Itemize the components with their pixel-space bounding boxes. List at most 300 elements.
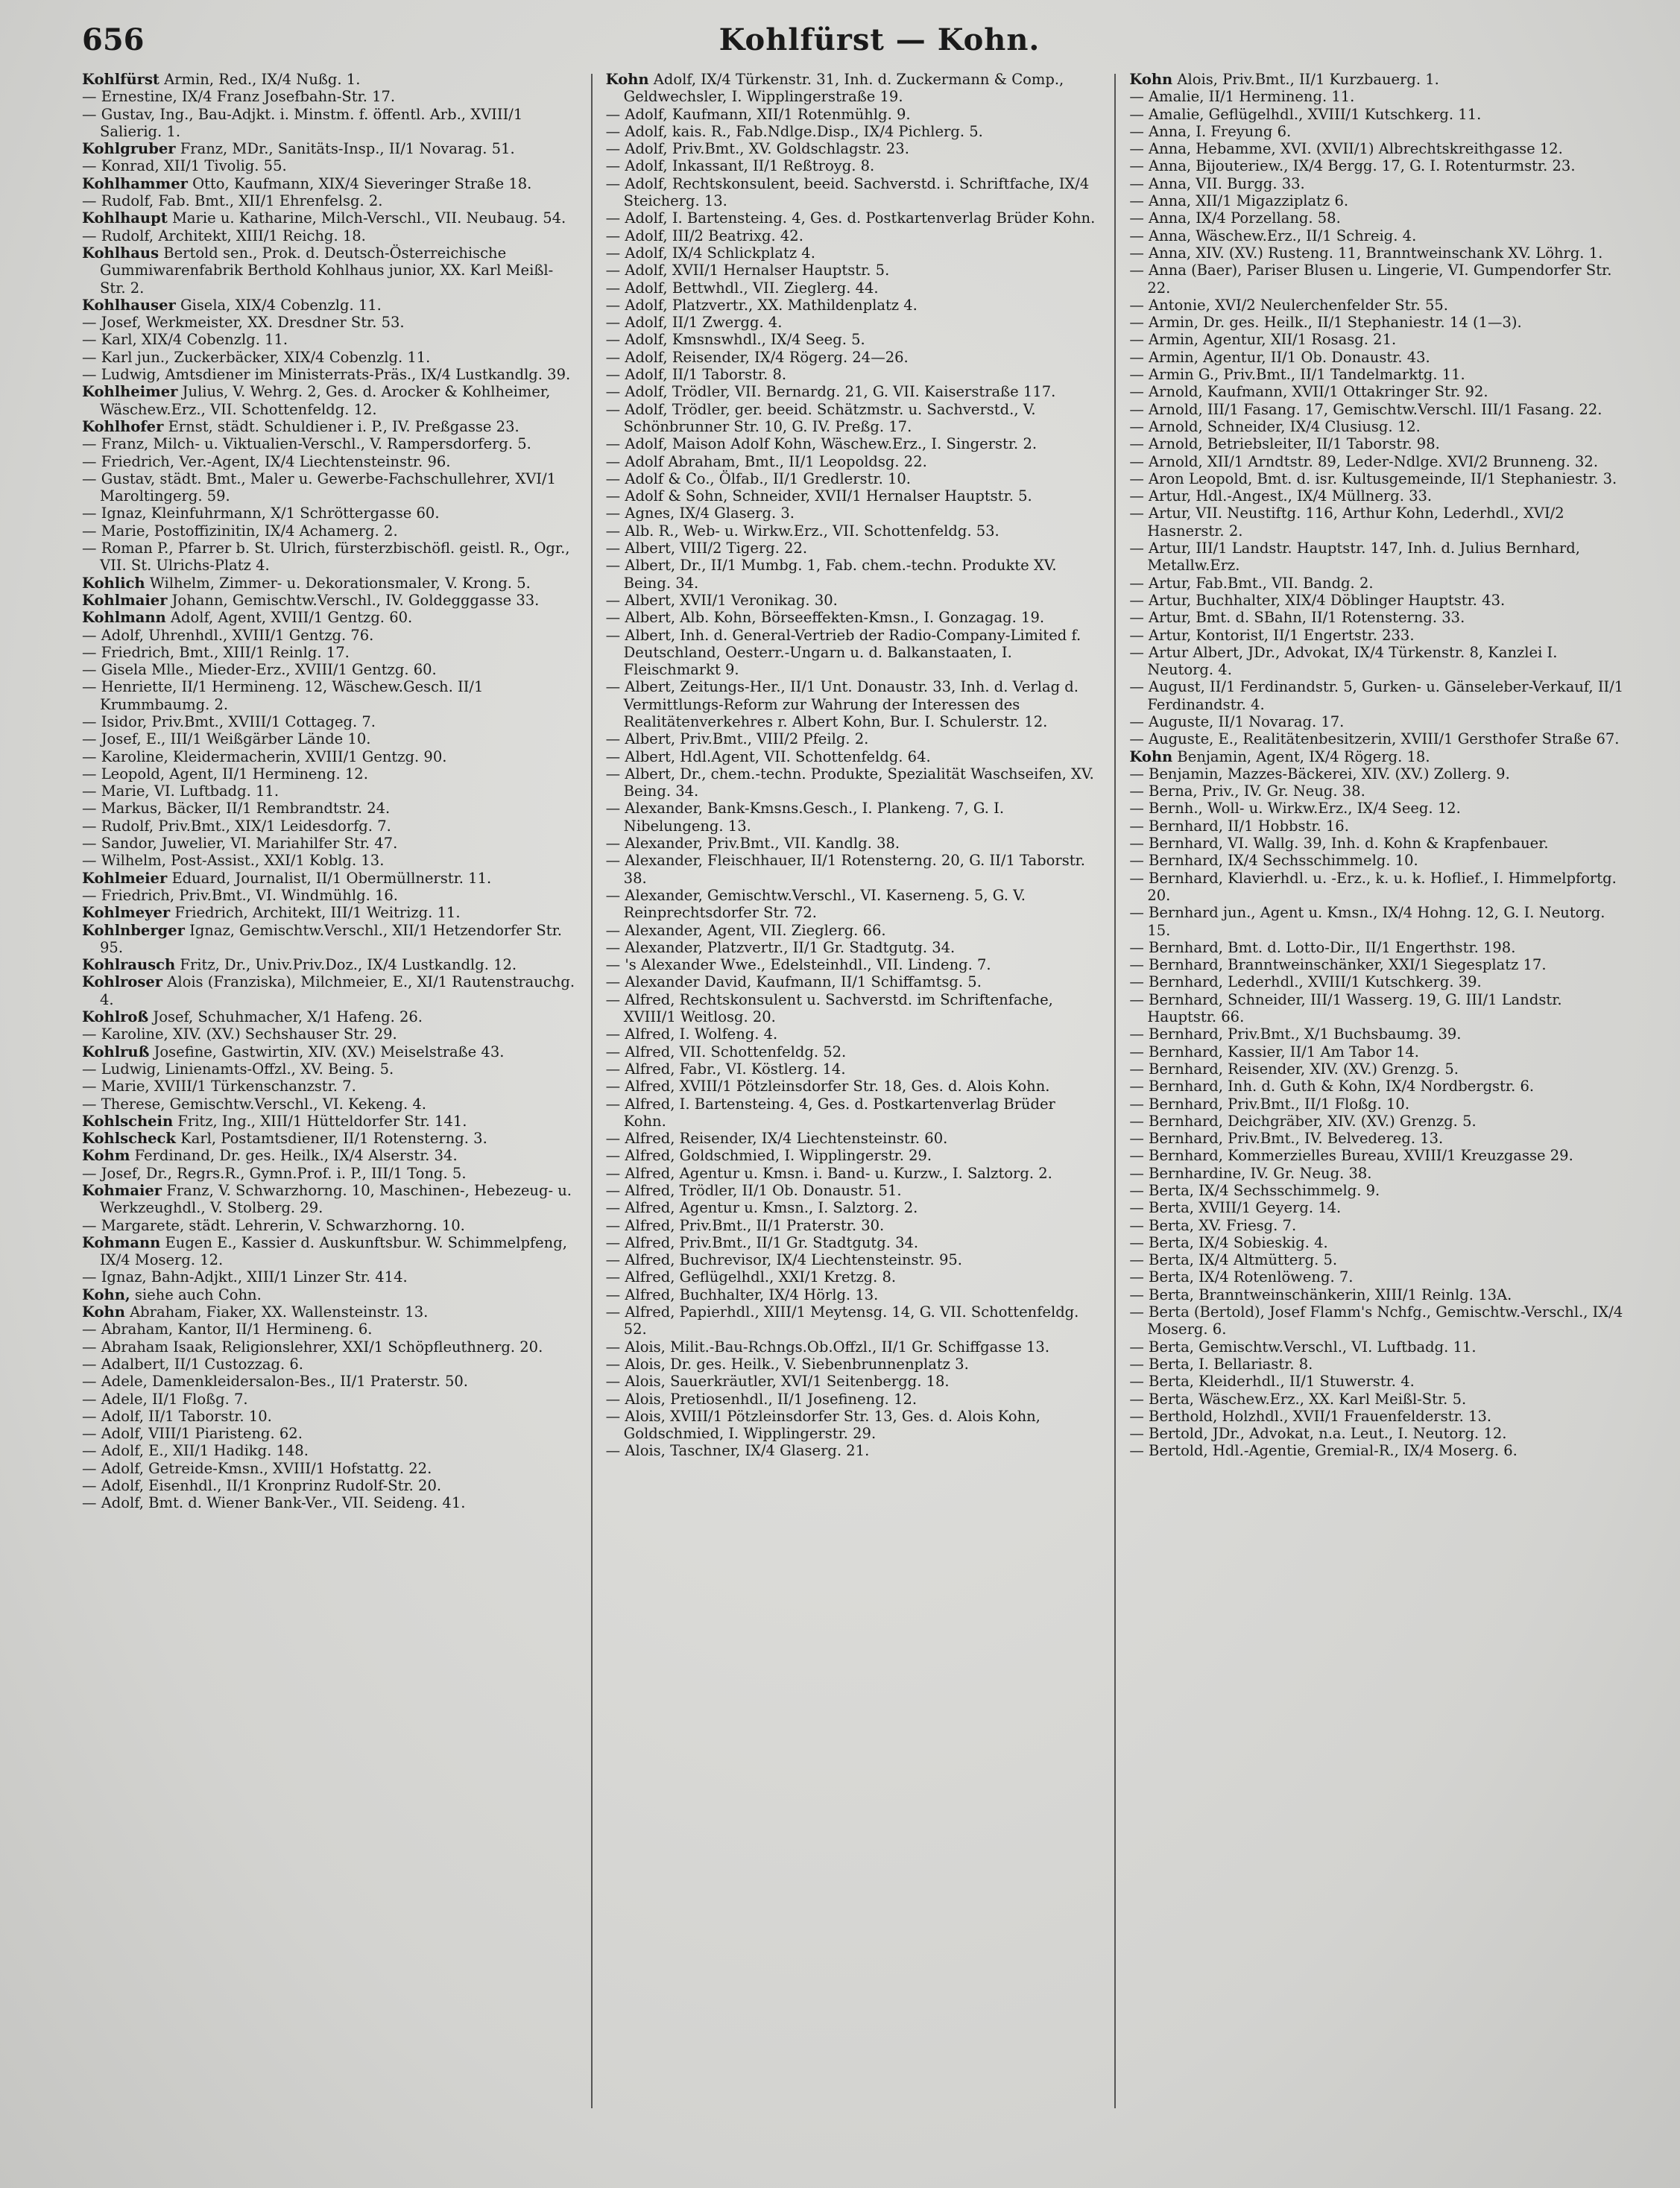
directory-entry: [606, 852, 1102, 887]
entry-text: — Bernhard, Kassier, II/1 Am Tabor 14.: [1129, 1043, 1419, 1060]
entry-text: — Bernhard, Schneider, III/1 Wasserg. 19, G. III/1 Landstr. Hauptstr. 66.: [1129, 990, 1562, 1026]
entry-surname: Kohlscheck: [82, 1130, 176, 1148]
entry-text: — Albert, Dr., II/1 Mumbg. 1, Fab. chem.-techn. Produkte XV. Being. 34.: [605, 557, 1057, 592]
entry-text: — Albert, Zeitungs-Her., II/1 Unt. Donaustr. 33, Inh. d. Verlag d. Vermittlungs-Reform zur Wahrung der Interessen des Realitätenverkehres r. Albert Kohn, Bur. I. Schulerstr. 12.: [605, 678, 1079, 730]
column-divider: [591, 74, 593, 2108]
entry-text: — Aron Leopold, Bmt. d. isr. Kultusgemeinde, II/1 Stephaniestr. 3.: [1129, 469, 1617, 487]
entry-text: — Berta, Branntweinschänkerin, XIII/1 Reinlg. 13A.: [1129, 1286, 1512, 1303]
entry-text: — Anna, Hebamme, XVI. (XVII/1) Albrechtskreithgasse 12.: [1129, 140, 1563, 158]
directory-entry: [82, 505, 578, 522]
entry-text: — Berna, Priv., IV. Gr. Neug. 38.: [1129, 782, 1365, 800]
entry-surname: Kohlmeier: [82, 869, 168, 887]
entry-text: — Rudolf, Priv.Bmt., XIX/1 Leidesdorfg. 7.: [82, 817, 391, 835]
entry-text: — Berta, IX/4 Sechsschimmelg. 9.: [1129, 1182, 1380, 1199]
directory-entry: [82, 1078, 578, 1095]
entry-text: — Adolf Abraham, Bmt., II/1 Leopoldsg. 22.: [605, 452, 927, 470]
directory-entry: [82, 540, 578, 575]
entry-surname: Kohlruß: [82, 1043, 150, 1060]
directory-entry: [82, 678, 578, 713]
entry-text: Fritz, Dr., Univ.Priv.Doz., IX/4 Lustkandlg. 12.: [175, 956, 517, 974]
directory-entry: [82, 470, 578, 505]
directory-entry: [82, 349, 578, 366]
entry-surname: Kohn: [82, 1303, 125, 1321]
entry-text: Abraham, Fiaker, XX. Wallensteinstr. 13.: [124, 1303, 429, 1321]
directory-entry: [82, 331, 578, 348]
entry-text: — Marie, Postoffizinitin, IX/4 Achamerg. 2.: [82, 522, 398, 540]
entry-text: — Alfred, Reisender, IX/4 Liechtensteinstr. 60.: [605, 1130, 948, 1148]
entry-text: — Anna (Baer), Pariser Blusen u. Lingerie, VI. Gumpendorfer Str. 22.: [1129, 262, 1612, 297]
entry-text: Karl, Postamtsdiener, II/1 Rotensterng. 3.: [175, 1130, 487, 1148]
directory-entry: [1129, 991, 1625, 1026]
directory-entry: [1129, 71, 1625, 88]
directory-entry: [82, 209, 578, 227]
entry-text: — Adolf, Rechtskonsulent, beeid. Sachverstd. i. Schriftfache, IX/4 Steicherg. 13.: [605, 174, 1090, 210]
directory-entry: [82, 1147, 578, 1164]
entry-text: — Alexander, Fleischhauer, II/1 Rotensterng. 20, G. II/1 Taborstr. 38.: [605, 852, 1085, 887]
entry-text: — Artur Albert, JDr., Advokat, IX/4 Türkenstr. 8, Kanzlei I. Neutorg. 4.: [1129, 643, 1558, 679]
directory-entry: [1129, 1043, 1625, 1060]
directory-entry: [1129, 644, 1625, 679]
entry-text: — Artur, Fab.Bmt., VII. Bandg. 2.: [1129, 574, 1374, 592]
directory-entry: [1129, 713, 1625, 730]
directory-entry: [606, 297, 1102, 314]
directory-entry: [606, 1182, 1102, 1199]
directory-entry: [82, 1338, 578, 1356]
directory-entry: [606, 227, 1102, 244]
page-number: 656: [82, 22, 145, 57]
entry-text: — Alfred, Geflügelhdl., XXI/1 Kretzg. 8.: [605, 1268, 897, 1286]
entry-text: — Adalbert, II/1 Custozzag. 6.: [82, 1355, 304, 1373]
directory-entry: [606, 1356, 1102, 1373]
page-header: [82, 22, 1677, 63]
directory-entry: [606, 1391, 1102, 1408]
directory-entry: [606, 123, 1102, 140]
entry-text: — Adolf, Reisender, IX/4 Rögerg. 24—26.: [605, 348, 909, 366]
directory-entry: [82, 1477, 578, 1494]
entry-text: — Alfred, Agentur u. Kmsn., I. Salztorg. 2.: [605, 1199, 918, 1217]
entry-text: — Berta, XV. Friesg. 7.: [1129, 1216, 1297, 1234]
directory-entry: [1129, 1251, 1625, 1268]
directory-entry: [606, 175, 1102, 210]
entry-text: — Bertold, JDr., Advokat, n.a. Leut., I. Neutorg. 12.: [1129, 1425, 1507, 1443]
entry-text: — Ludwig, Linienamts-Offzl., XV. Being. 5.: [82, 1060, 394, 1078]
directory-entry: [606, 887, 1102, 922]
directory-entry: [82, 730, 578, 747]
directory-entry: [82, 418, 578, 435]
directory-entry: [1129, 453, 1625, 470]
entry-surname: Kohlhauser: [82, 296, 176, 314]
directory-entry: [82, 748, 578, 765]
entry-text: Otto, Kaufmann, XIX/4 Sieveringer Straße 18.: [187, 174, 532, 192]
directory-entry: [82, 366, 578, 383]
directory-entry: [1129, 1130, 1625, 1147]
entry-text: Adolf, Agent, XVIII/1 Gentzg. 60.: [165, 609, 413, 627]
entry-text: — Bernhard, Priv.Bmt., X/1 Buchsbaumg. 39.: [1129, 1025, 1462, 1043]
entry-text: — Friedrich, Ver.-Agent, IX/4 Liechtensteinstr. 96.: [82, 452, 451, 470]
entry-text: — Albert, Alb. Kohn, Börseeffekten-Kmsn., I. Gonzagag. 19.: [605, 609, 1045, 627]
directory-entry: [82, 1268, 578, 1286]
entry-text: — Artur, Hdl.-Angest., IX/4 Müllnerg. 33.: [1129, 487, 1433, 505]
directory-entry: [606, 1408, 1102, 1443]
entry-text: — Berta, Wäschew.Erz., XX. Karl Meißl-Str. 5.: [1129, 1390, 1467, 1408]
directory-entry: [1129, 88, 1625, 105]
entry-text: — Roman P., Pfarrer b. St. Ulrich, fürsterzbischöfl. geistl. R., Ogr., VII. St. Ulrichs-Platz 4.: [82, 540, 570, 575]
directory-entry: [82, 592, 578, 609]
entry-text: Johann, Gemischtw.Verschl., IV. Goldegggasse 33.: [167, 591, 540, 609]
page-title: Kohlfürst — Kohn.: [719, 22, 1040, 57]
directory-entry: [82, 192, 578, 209]
entry-text: — Armin, Dr. ges. Heilk., II/1 Stephaniestr. 14 (1—3).: [1129, 314, 1522, 332]
entry-text: — Isidor, Priv.Bmt., XVIII/1 Cottageg. 7.: [82, 712, 376, 730]
directory-entry: [606, 1025, 1102, 1043]
directory-entry: [82, 1408, 578, 1425]
directory-entry: [1129, 487, 1625, 505]
entry-text: — Alfred, XVIII/1 Pötzleinsdorfer Str. 18, Ges. d. Alois Kohn.: [605, 1078, 1050, 1095]
directory-entry: [606, 956, 1102, 973]
directory-entry: [606, 540, 1102, 557]
entry-text: — Alois, Sauerkräutler, XVI/1 Seitenbergg. 18.: [605, 1373, 950, 1391]
directory-entry: [1129, 418, 1625, 435]
directory-entry: [82, 1391, 578, 1408]
entry-surname: Kohn: [1129, 747, 1173, 765]
directory-entry: [82, 1234, 578, 1269]
entry-surname: Kohlroß: [82, 1008, 149, 1026]
entry-text: — Henriette, II/1 Hermineng. 12, Wäschew.Gesch. II/1 Krummbaumg. 2.: [82, 678, 484, 713]
entry-surname: Kohn: [605, 71, 649, 88]
directory-entry: [606, 1217, 1102, 1234]
directory-entry: [1129, 609, 1625, 626]
entry-text: — Adolf, I. Bartensteing. 4, Ges. d. Postkartenverlag Brüder Kohn.: [605, 209, 1096, 227]
directory-entry: [82, 835, 578, 852]
entry-surname: Kohn: [1129, 71, 1173, 88]
directory-entry: [82, 244, 578, 297]
directory-entry: [1129, 123, 1625, 140]
directory-entry: [1129, 244, 1625, 262]
entry-text: — Alfred, VII. Schottenfeldg. 52.: [605, 1043, 847, 1060]
directory-entry: [606, 1251, 1102, 1268]
directory-entry: [606, 973, 1102, 990]
entry-text: — Artur, Bmt. d. SBahn, II/1 Rotensterng. 33.: [1129, 609, 1465, 627]
directory-entry: [1129, 1303, 1625, 1338]
entry-surname: Kohlhaus: [82, 244, 160, 262]
directory-entry: [82, 609, 578, 626]
entry-text: — Anna, IX/4 Porzellang. 58.: [1129, 209, 1341, 227]
entry-text: — Adolf, Trödler, ger. beeid. Schätzmstr. u. Sachverstd., V. Schönbrunner Str. 10, G. IV. Preßg. 17.: [605, 400, 1036, 435]
entry-text: — Alois, XVIII/1 Pötzleinsdorfer Str. 13, Ges. d. Alois Kohn, Goldschmied, I. Wipplingerstr. 29.: [605, 1407, 1040, 1443]
entry-text: — Margarete, städt. Lehrerin, V. Schwarzhorng. 10.: [82, 1216, 465, 1234]
entry-text: — Amalie, Geflügelhdl., XVIII/1 Kutschkerg. 11.: [1129, 105, 1482, 123]
directory-entry: [82, 644, 578, 661]
directory-entry: [1129, 904, 1625, 939]
directory-entry: [1129, 575, 1625, 592]
entry-text: — Bernh., Woll- u. Wirkw.Erz., IX/4 Seeg. 12.: [1129, 800, 1461, 818]
directory-entry: [82, 1130, 578, 1147]
entry-text: — Arnold, Betriebsleiter, II/1 Taborstr. 98.: [1129, 435, 1440, 453]
entry-text: Fritz, Ing., XIII/1 Hütteldorfer Str. 141.: [173, 1112, 467, 1130]
entry-text: — Adolf, Bettwhdl., VII. Zieglerg. 44.: [605, 279, 879, 297]
directory-entry: [606, 1043, 1102, 1060]
directory-entry: [606, 1095, 1102, 1131]
entry-text: — Anna, Wäschew.Erz., II/1 Schreig. 4.: [1129, 227, 1417, 244]
entry-text: — Artur, VII. Neustiftg. 116, Arthur Kohn, Lederhdl., XVI/2 Hasnerstr. 2.: [1129, 505, 1564, 540]
directory-entry: [1129, 1286, 1625, 1303]
directory-entry: [606, 401, 1102, 436]
entry-text: — Agnes, IX/4 Glaserg. 3.: [605, 505, 795, 522]
entry-text: — Arnold, Kaufmann, XVII/1 Ottakringer Str. 92.: [1129, 383, 1488, 401]
directory-entry: [606, 314, 1102, 331]
entry-text: — Alfred, Goldschmied, I. Wipplingerstr. 29.: [605, 1147, 932, 1165]
directory-entry: [1129, 297, 1625, 314]
entry-text: — Arnold, XII/1 Arndtstr. 89, Leder-Ndlge. XVI/2 Brunneng. 32.: [1129, 452, 1599, 470]
entry-surname: Kohlmann: [82, 609, 166, 627]
entry-surname: Kohlroser: [82, 973, 163, 991]
entry-text: Adolf, IX/4 Türkenstr. 31, Inh. d. Zuckermann & Comp., Geldwechsler, I. Wipplingerstraße 19.: [623, 71, 1064, 106]
entry-text: — Adolf, VIII/1 Piaristeng. 62.: [82, 1425, 303, 1443]
directory-entry: [82, 1494, 578, 1511]
directory-entry: [82, 1442, 578, 1459]
entry-text: — Bernhard, VI. Wallg. 39, Inh. d. Kohn & Krapfenbauer.: [1129, 835, 1549, 853]
entry-text: — Alfred, Rechtskonsulent u. Sachverstd. im Schriftenfache, XVIII/1 Weitlosg. 20.: [605, 990, 1053, 1026]
directory-entry: [82, 1373, 578, 1390]
directory-entry: [606, 1338, 1102, 1356]
directory-entry: [82, 575, 578, 592]
entry-text: — Leopold, Agent, II/1 Hermineng. 12.: [82, 765, 368, 782]
directory-entry: [606, 1373, 1102, 1390]
entry-text: — Artur, Buchhalter, XIX/4 Döblinger Hauptstr. 43.: [1129, 591, 1506, 609]
directory-entry: [1129, 939, 1625, 956]
directory-entry: [1129, 1060, 1625, 1078]
entry-text: Eugen E., Kassier d. Auskunftsbur. W. Schimmelpfeng, IX/4 Moserg. 12.: [100, 1233, 567, 1269]
directory-entry: [606, 106, 1102, 123]
entry-text: — Alfred, Buchhalter, IX/4 Hörlg. 13.: [605, 1286, 879, 1303]
directory-entry: [606, 1303, 1102, 1338]
directory-entry: [606, 939, 1102, 956]
directory-entry: [1129, 470, 1625, 487]
entry-surname: Kohlhofer: [82, 417, 164, 435]
entry-text: Benjamin, Agent, IX/4 Rögerg. 18.: [1172, 747, 1430, 765]
entry-text: — 's Alexander Wwe., Edelsteinhdl., VII. Lindeng. 7.: [605, 956, 991, 974]
entry-text: — Berta, XVIII/1 Geyerg. 14.: [1129, 1199, 1342, 1217]
entry-surname: Kohlmeyer: [82, 904, 171, 922]
entry-text: — Alfred, Papierhdl., XIII/1 Meytensg. 14, G. VII. Schottenfeldg. 52.: [605, 1303, 1079, 1338]
entry-surname: Kohlrausch: [82, 956, 176, 974]
entry-text: — Armin G., Priv.Bmt., II/1 Tandelmarktg. 11.: [1129, 366, 1465, 384]
directory-entry: [606, 592, 1102, 609]
directory-entry: [82, 1043, 578, 1060]
entry-text: — Alois, Dr. ges. Heilk., V. Siebenbrunnenplatz 3.: [605, 1355, 969, 1373]
directory-entry: [1129, 1165, 1625, 1182]
entry-text: — Amalie, II/1 Hermineng. 11.: [1129, 88, 1355, 106]
entry-text: — Adolf, Kaufmann, XII/1 Rotenmühlg. 9.: [605, 105, 911, 123]
directory-entry: [606, 366, 1102, 383]
entry-text: — Anna, XIV. (XV.) Rusteng. 11, Branntweinschank XV. Löhrg. 1.: [1129, 244, 1603, 262]
directory-entry: [82, 435, 578, 452]
directory-entry: [82, 1217, 578, 1234]
directory-entry: [606, 487, 1102, 505]
directory-entry: [606, 1286, 1102, 1303]
entry-text: — Berthold, Holzhdl., XVII/1 Frauenfelderstr. 13.: [1129, 1407, 1492, 1425]
entry-text: siehe auch Cohn.: [130, 1286, 262, 1303]
entry-surname: Kohlhaupt: [82, 209, 168, 227]
entry-surname: Kohlhammer: [82, 174, 188, 192]
directory-entry: [82, 1060, 578, 1078]
entry-text: — Anna, I. Freyung 6.: [1129, 122, 1292, 140]
directory-entry: [82, 887, 578, 904]
entry-text: — Alfred, Priv.Bmt., II/1 Praterstr. 30.: [605, 1216, 885, 1234]
directory-entry: [1129, 1408, 1625, 1425]
entry-text: — Adolf, E., XII/1 Hadikg. 148.: [82, 1442, 309, 1460]
directory-entry: [606, 730, 1102, 747]
entry-text: Alois, Priv.Bmt., II/1 Kurzbauerg. 1.: [1172, 71, 1439, 88]
directory-entry: [82, 1303, 578, 1321]
directory-entry: [1129, 870, 1625, 905]
directory-entry: [606, 1165, 1102, 1182]
entry-text: — Alfred, Buchrevisor, IX/4 Liechtensteinstr. 95.: [605, 1251, 962, 1269]
directory-entry: [82, 1321, 578, 1338]
directory-entry: [606, 1442, 1102, 1459]
entry-text: — Alfred, Trödler, II/1 Ob. Donaustr. 51.: [605, 1182, 902, 1199]
directory-entry: [82, 713, 578, 730]
entry-surname: Kohmann: [82, 1233, 161, 1251]
entry-text: — Auguste, E., Realitätenbesitzerin, XVIII/1 Gersthofer Straße 67.: [1129, 730, 1620, 748]
entry-text: — Berta, IX/4 Rotenlöweng. 7.: [1129, 1268, 1354, 1286]
directory-entry: [82, 1286, 578, 1303]
directory-entry: [82, 297, 578, 314]
directory-entry: [606, 765, 1102, 800]
entry-text: — Franz, Milch- u. Viktualien-Verschl., V. Rampersdorferg. 5.: [82, 435, 531, 453]
directory-entry: [82, 1356, 578, 1373]
directory-entry: [1129, 435, 1625, 452]
directory-entry: [82, 973, 578, 1008]
entry-text: — Bernhard, Bmt. d. Lotto-Dir., II/1 Engerthstr. 198.: [1129, 938, 1516, 956]
entry-text: — Wilhelm, Post-Assist., XXI/1 Koblg. 13.: [82, 852, 385, 870]
directory-entry: [82, 1025, 578, 1043]
entry-text: — Bernhard, Klavierhdl. u. -Erz., k. u. k. Hoflief., I. Himmelpfortg. 20.: [1129, 869, 1617, 904]
entry-text: — Alb. R., Web- u. Wirkw.Erz., VII. Schottenfeldg. 53.: [605, 522, 1000, 540]
directory-entry: [82, 88, 578, 105]
entry-text: — Adolf, Kmsnswhdl., IX/4 Seeg. 5.: [605, 331, 865, 349]
directory-entry: [606, 609, 1102, 626]
entry-text: — Karoline, XIV. (XV.) Sechshauser Str. 29.: [82, 1025, 397, 1043]
entry-text: — Alfred, Priv.Bmt., II/1 Gr. Stadtgutg. 34.: [605, 1233, 919, 1251]
entry-text: Bertold sen., Prok. d. Deutsch-Österreichische Gummiwarenfabrik Berthold Kohlhaus junior, XX. Karl Meißl-Str. 2.: [100, 244, 554, 297]
entry-text: — Berta, IX/4 Altmütterg. 5.: [1129, 1251, 1338, 1269]
entry-text: — Sandor, Juwelier, VI. Mariahilfer Str. 47.: [82, 835, 398, 853]
entry-text: — Friedrich, Bmt., XIII/1 Reinlg. 17.: [82, 643, 350, 661]
entry-text: — Karoline, Kleidermacherin, XVIII/1 Gentzg. 90.: [82, 747, 447, 765]
directory-entry: [606, 262, 1102, 279]
entry-text: — Gisela Mlle., Mieder-Erz., XVIII/1 Gentzg. 60.: [82, 661, 437, 679]
entry-text: — Arnold, III/1 Fasang. 17, Gemischtw.Verschl. III/1 Fasang. 22.: [1129, 400, 1602, 418]
directory-entry: [82, 106, 578, 141]
directory-entry: [606, 800, 1102, 835]
entry-text: — Berta, Kleiderhdl., II/1 Stuwerstr. 4.: [1129, 1373, 1415, 1391]
entry-text: — Arnold, Schneider, IX/4 Clusiusg. 12.: [1129, 417, 1421, 435]
directory-entry: [82, 227, 578, 244]
entry-text: — Albert, XVII/1 Veronikag. 30.: [605, 591, 838, 609]
directory-entry: [1129, 349, 1625, 366]
directory-entry: [606, 1268, 1102, 1286]
entry-text: — Anna, Bijouteriew., IX/4 Bergg. 17, G. I. Rotenturmstr. 23.: [1129, 157, 1576, 175]
entry-text: Wilhelm, Zimmer- u. Dekorationsmaler, V. Krong. 5.: [145, 574, 531, 592]
entry-text: — Albert, Hdl.Agent, VII. Schottenfeldg. 64.: [605, 747, 931, 765]
directory-entry: [1129, 1373, 1625, 1390]
entry-text: — Karl jun., Zuckerbäcker, XIX/4 Cobenzlg. 11.: [82, 348, 431, 366]
directory-entry: [1129, 157, 1625, 174]
directory-entry: [1129, 1095, 1625, 1113]
entry-text: — Adolf, II/1 Taborstr. 8.: [605, 366, 787, 384]
directory-entry: [1129, 140, 1625, 157]
directory-entry: [1129, 227, 1625, 244]
entry-text: — Bernhard, Deichgräber, XIV. (XV.) Grenzg. 5.: [1129, 1112, 1477, 1130]
entry-text: — Alexander, Agent, VII. Zieglerg. 66.: [605, 921, 886, 939]
entry-text: — Alexander, Bank-Kmsns.Gesch., I. Plankeng. 7, G. I. Nibelungeng. 13.: [605, 800, 1005, 835]
entry-text: Ernst, städt. Schuldiener i. P., IV. Preßgasse 23.: [163, 417, 520, 435]
entry-text: — Anna, XII/1 Migazziplatz 6.: [1129, 192, 1349, 210]
entry-text: — Adolf, Getreide-Kmsn., XVIII/1 Hofstattg. 22.: [82, 1459, 432, 1477]
entry-text: — Josef, Dr., Regrs.R., Gymn.Prof. i. P., III/1 Tong. 5.: [82, 1164, 467, 1182]
entry-text: — Adolf, Trödler, VII. Bernardg. 21, G. VII. Kaiserstraße 117.: [605, 383, 1056, 401]
directory-entry: [1129, 748, 1625, 765]
directory-entry: [606, 835, 1102, 852]
directory-entry: [1129, 1356, 1625, 1373]
entry-text: — Ignaz, Kleinfuhrmann, X/1 Schröttergasse 60.: [82, 505, 440, 522]
directory-entry: [1129, 818, 1625, 835]
directory-entry: [1129, 1442, 1625, 1459]
entry-text: Gisela, XIX/4 Cobenzlg. 11.: [175, 296, 382, 314]
directory-entry: [606, 331, 1102, 348]
directory-entry: [1129, 852, 1625, 869]
entry-text: — Rudolf, Fab. Bmt., XII/1 Ehrenfelsg. 2.: [82, 192, 383, 210]
directory-entry: [1129, 1025, 1625, 1043]
directory-entry: [606, 1147, 1102, 1164]
directory-entry: [82, 904, 578, 921]
entry-text: — Alexander, Platzvertr., II/1 Gr. Stadtgutg. 34.: [605, 938, 956, 956]
entry-text: Julius, V. Wehrg. 2, Ges. d. Arocker & Kohlheimer, Wäschew.Erz., VII. Schottenfeldg. 12.: [100, 383, 551, 418]
directory-entry: [1129, 1268, 1625, 1286]
entry-text: Friedrich, Architekt, III/1 Weitrizg. 11.: [170, 904, 461, 922]
directory-entry: [1129, 505, 1625, 540]
directory-entry: [1129, 956, 1625, 973]
directory-entry: [606, 522, 1102, 540]
entry-text: — Bernhard, IX/4 Sechsschimmelg. 10.: [1129, 852, 1418, 870]
directory-entry: [606, 922, 1102, 939]
directory-entry: [82, 1182, 578, 1217]
directory-entry: [82, 522, 578, 540]
entry-text: — Josef, Werkmeister, XX. Dresdner Str. 53.: [82, 314, 405, 332]
entry-text: — Bernhard, Lederhdl., XVIII/1 Kutschkerg. 39.: [1129, 973, 1482, 991]
directory-entry: [82, 922, 578, 957]
entry-surname: Kohn,: [82, 1286, 130, 1303]
directory-entry: [1129, 1338, 1625, 1356]
entry-text: — Berta, Gemischtw.Verschl., VI. Luftbadg. 11.: [1129, 1338, 1477, 1356]
entry-text: — Auguste, II/1 Novarag. 17.: [1129, 712, 1345, 730]
directory-entry: [606, 140, 1102, 157]
entry-text: — Marie, VI. Luftbadg. 11.: [82, 782, 280, 800]
entry-surname: Kohmaier: [82, 1182, 162, 1199]
directory-entry: [606, 279, 1102, 297]
directory-entry: [1129, 383, 1625, 400]
entry-text: Marie u. Katharine, Milch-Verschl., VII. Neubaug. 54.: [167, 209, 566, 227]
directory-entry: [82, 314, 578, 331]
directory-entry: [606, 1130, 1102, 1147]
directory-entry: [606, 435, 1102, 452]
entry-text: — Alexander David, Kaufmann, II/1 Schiffamtsg. 5.: [605, 973, 982, 991]
entry-surname: Kohlmaier: [82, 591, 168, 609]
entry-text: — Albert, Inh. d. General-Vertrieb der Radio-Company-Limited f. Deutschland, Oesterr.-Ungarn u. d. Balkanstaaten, I. Fleischmarkt 9.: [605, 626, 1081, 679]
entry-surname: Kohlich: [82, 574, 145, 592]
entry-text: — Artur, III/1 Landstr. Hauptstr. 147, Inh. d. Julius Bernhard, Metallw.Erz.: [1129, 540, 1580, 575]
